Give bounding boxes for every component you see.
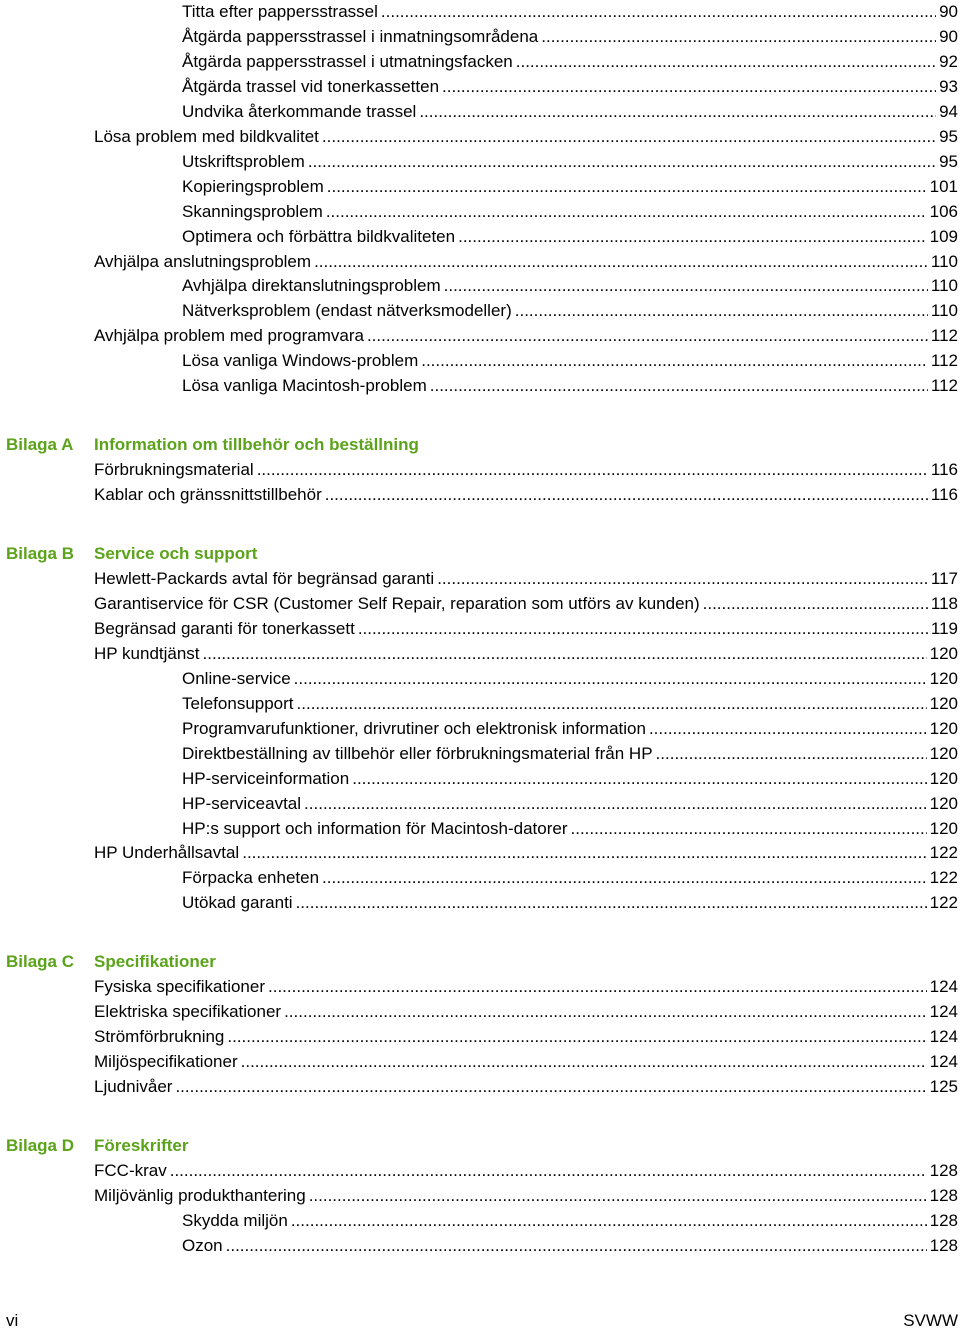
toc-entry-page: 110 [930, 251, 958, 271]
toc-entry-page: 95 [939, 126, 958, 146]
toc-entry-title: Avhjälpa anslutningsproblem [94, 251, 312, 271]
toc-entry[interactable] [94, 1159, 958, 1183]
toc-entry[interactable] [182, 1209, 958, 1233]
toc-entry-page: 90 [939, 2, 958, 21]
toc-entry-title: Hewlett-Packards avtal för begränsad garanti [94, 569, 435, 588]
footer-doc-code: SVWW [903, 1311, 958, 1330]
toc-leader-dots [314, 250, 928, 274]
toc-entry-title: Begränsad garanti för tonerkassett [94, 618, 355, 638]
toc-entry[interactable] [182, 0, 958, 24]
toc-entry-page: 128 [929, 1185, 958, 1205]
toc-entry[interactable] [182, 75, 958, 99]
toc-entry[interactable] [182, 767, 958, 791]
toc-leader-dots [442, 75, 936, 99]
toc-leader-dots [430, 374, 928, 398]
toc-entry-page: 117 [930, 569, 958, 588]
toc-entry-title: Nätverksproblem (endast nätverksmodeller) [182, 301, 512, 321]
toc-entry[interactable] [182, 299, 958, 323]
toc-entry-title: Kopieringsproblem [182, 176, 324, 196]
appendix-label: Bilaga C [6, 952, 75, 972]
toc-leader-dots [703, 592, 928, 616]
toc-leader-dots [419, 100, 936, 124]
toc-entry-title: Miljöspecifikationer [94, 1052, 238, 1072]
appendix-title: Specifikationer [94, 952, 216, 972]
toc-entry-title: Lösa vanliga Macintosh-problem [182, 376, 427, 396]
toc-entry[interactable] [94, 458, 958, 482]
toc-leader-dots [227, 1025, 926, 1049]
toc-entry-page: 124 [929, 1052, 958, 1072]
appendix-heading[interactable] [6, 1134, 950, 1158]
appendix-title: Föreskrifter [94, 1136, 189, 1155]
toc-entry-page: 90 [939, 26, 958, 46]
toc-entry-title: HP:s support och information för Macintosh-datorer [182, 818, 568, 838]
toc-leader-dots [352, 767, 926, 791]
toc-leader-dots [571, 817, 927, 841]
toc-leader-dots [515, 299, 928, 323]
appendix-label: Bilaga A [6, 435, 74, 455]
toc-entry-page: 124 [929, 977, 958, 997]
toc-entry[interactable] [182, 175, 958, 199]
toc-entry-title: Online-service [182, 668, 291, 688]
toc-entry-page: 120 [929, 643, 958, 663]
toc-leader-dots [541, 25, 936, 49]
toc-entry[interactable] [182, 225, 958, 249]
toc-leader-dots [326, 200, 927, 224]
toc-entry[interactable] [182, 692, 958, 716]
toc-leader-dots [649, 717, 927, 741]
toc-leader-dots [291, 1209, 927, 1233]
toc-entry-title: Programvarufunktioner, drivrutiner och elektronisk information [182, 718, 646, 738]
toc-entry-title: Strömförbrukning [94, 1027, 225, 1047]
footer-page-number: vi [6, 1311, 19, 1330]
toc-entry-title: HP Underhållsavtal [94, 843, 240, 863]
toc-entry[interactable] [94, 642, 958, 666]
toc-leader-dots [284, 1000, 927, 1024]
toc-entry[interactable] [94, 250, 958, 274]
toc-entry[interactable] [94, 1184, 958, 1208]
toc-entry-page: 128 [929, 1160, 958, 1180]
toc-leader-dots [241, 1050, 927, 1074]
toc-entry-title: Åtgärda pappersstrassel i utmatningsfacken [182, 51, 513, 71]
toc-leader-dots [327, 175, 927, 199]
toc-leader-dots [516, 50, 936, 74]
toc-leader-dots [325, 483, 928, 507]
toc-entry[interactable] [182, 817, 958, 841]
toc-entry[interactable] [94, 1075, 958, 1099]
toc-entry-page: 101 [929, 176, 958, 196]
toc-entry[interactable] [94, 125, 958, 149]
toc-entry-title: Fysiska specifikationer [94, 977, 266, 997]
toc-entry-page: 112 [930, 326, 958, 346]
toc-entry-page: 118 [930, 593, 958, 613]
toc-entry[interactable] [94, 483, 958, 507]
toc-entry-title: HP-serviceinformation [182, 768, 350, 788]
toc-entry-title: FCC-krav [94, 1160, 167, 1180]
toc-entry-title: Åtgärda trassel vid tonerkassetten [182, 76, 440, 96]
toc-entry[interactable] [182, 25, 958, 49]
toc-entry-page: 110 [930, 276, 958, 296]
toc-leader-dots [437, 567, 928, 591]
toc-entry-page: 112 [930, 376, 958, 396]
toc-entry-page: 120 [929, 718, 958, 738]
toc-entry-page: 120 [929, 793, 958, 813]
appendix-heading[interactable] [6, 950, 950, 974]
toc-entry[interactable] [182, 274, 958, 298]
toc-leader-dots [226, 1234, 927, 1258]
toc-leader-dots [358, 617, 928, 641]
appendix-heading[interactable] [6, 542, 950, 566]
appendix-title: Service och support [94, 544, 258, 564]
toc-entry-page: 106 [929, 201, 958, 221]
toc-entry[interactable] [182, 742, 958, 766]
toc-leader-dots [175, 1075, 926, 1099]
toc-leader-dots [297, 692, 927, 716]
toc-entry[interactable] [182, 50, 958, 74]
toc-entry-title: Utökad garanti [182, 893, 293, 913]
appendix-label: Bilaga B [6, 544, 75, 564]
toc-entry[interactable] [94, 592, 958, 616]
toc-leader-dots [170, 1159, 927, 1183]
toc-entry-page: 125 [929, 1077, 958, 1097]
toc-entry[interactable] [94, 567, 958, 591]
toc-entry-page: 122 [929, 868, 958, 888]
toc-entry[interactable] [182, 200, 958, 224]
toc-leader-dots [444, 274, 928, 298]
toc-leader-dots [322, 125, 936, 149]
toc-leader-dots [296, 891, 927, 915]
toc-entry-title: Elektriska specifikationer [94, 1002, 282, 1022]
toc-entry-page: 124 [929, 1002, 958, 1022]
toc-leader-dots [367, 324, 928, 348]
toc-leader-dots [242, 841, 926, 865]
toc-entry[interactable] [182, 866, 958, 890]
toc-entry[interactable] [182, 150, 958, 174]
toc-entry-title: Optimera och förbättra bildkvaliteten [182, 226, 456, 246]
toc-entry-page: 124 [929, 1027, 958, 1047]
toc-entry-page: 122 [929, 843, 958, 863]
toc-entry-page: 116 [930, 485, 958, 505]
toc-entry-page: 110 [930, 301, 958, 321]
toc-entry[interactable] [94, 1000, 958, 1024]
toc-entry[interactable] [94, 324, 958, 348]
toc-entry[interactable] [94, 1025, 958, 1049]
toc-entry-title: Miljövänlig produkthantering [94, 1185, 306, 1205]
toc-entry[interactable] [182, 349, 958, 373]
toc-leader-dots [458, 225, 927, 249]
appendix-label: Bilaga D [6, 1136, 75, 1155]
toc-entry-title: HP kundtjänst [94, 643, 200, 663]
toc-entry-page: 122 [929, 893, 958, 913]
toc-entry-title: Förbrukningsmaterial [94, 460, 254, 480]
toc-entry-page: 128 [929, 1235, 958, 1255]
toc-entry-page: 94 [939, 101, 958, 121]
toc-entry-title: Direktbeställning av tillbehör eller förbrukningsmaterial från HP [182, 743, 653, 763]
toc-leader-dots [308, 150, 936, 174]
toc-leader-dots [257, 458, 928, 482]
toc-entry-page: 116 [930, 460, 958, 480]
toc-entry-title: Ozon [182, 1235, 223, 1255]
toc-entry-page: 95 [939, 151, 958, 171]
toc-entry-title: HP-serviceavtal [182, 793, 302, 813]
toc-leader-dots [304, 792, 927, 816]
toc-entry-title: Ljudnivåer [94, 1077, 173, 1097]
toc-entry[interactable] [94, 617, 958, 641]
toc-entry-title: Avhjälpa problem med programvara [94, 326, 364, 346]
toc-entry[interactable] [182, 374, 958, 398]
toc-entry-title: Lösa vanliga Windows-problem [182, 351, 419, 371]
toc-entry-page: 92 [939, 51, 958, 71]
toc-entry-title: Avhjälpa direktanslutningsproblem [182, 276, 441, 296]
toc-entry-page: 120 [929, 668, 958, 688]
toc-entry-page: 109 [929, 226, 958, 246]
toc-entry-page: 120 [929, 818, 958, 838]
toc-leader-dots [294, 667, 927, 691]
toc-entry-page: 120 [929, 693, 958, 713]
toc-entry-page: 93 [939, 76, 958, 96]
toc-entry-title: Garantiservice för CSR (Customer Self Repair, reparation som utförs av kunden) [94, 593, 700, 613]
toc-entry-title: Utskriftsproblem [182, 151, 305, 171]
toc-entry-title: Lösa problem med bildkvalitet [94, 126, 319, 146]
toc-entry[interactable] [94, 975, 958, 999]
toc-entry-title: Kablar och gränssnittstillbehör [94, 485, 322, 505]
toc-leader-dots [203, 642, 927, 666]
toc-leader-dots [421, 349, 928, 373]
appendix-title: Information om tillbehör och beställning [94, 435, 419, 455]
toc-entry[interactable] [182, 717, 958, 741]
appendix-heading[interactable] [6, 433, 950, 457]
toc-entry-title: Undvika återkommande trassel [182, 101, 417, 121]
toc-entry[interactable] [182, 891, 958, 915]
toc-entry[interactable] [94, 841, 958, 865]
toc-entry-title: Telefonsupport [182, 693, 294, 713]
toc-entry-page: 128 [929, 1210, 958, 1230]
toc-leader-dots [381, 0, 936, 24]
toc-entry-page: 120 [929, 768, 958, 788]
toc-leader-dots [268, 975, 927, 999]
toc-entry-title: Förpacka enheten [182, 868, 320, 888]
toc-entry[interactable] [182, 667, 958, 691]
toc-entry-title: Titta efter pappersstrassel [182, 2, 378, 21]
toc-entry-title: Skanningsproblem [182, 201, 323, 221]
toc-entry[interactable] [182, 100, 958, 124]
toc-entry-page: 120 [929, 743, 958, 763]
toc-entry[interactable] [94, 1050, 958, 1074]
toc-entry-page: 119 [930, 618, 958, 638]
toc-entry[interactable] [182, 1234, 958, 1258]
toc-leader-dots [309, 1184, 927, 1208]
toc-entry-page: 112 [930, 351, 958, 371]
toc-leader-dots [322, 866, 927, 890]
toc-entry-title: Åtgärda pappersstrassel i inmatningsområdena [182, 26, 539, 46]
toc-entry[interactable] [182, 792, 958, 816]
toc-entry-title: Skydda miljön [182, 1210, 288, 1230]
toc-leader-dots [656, 742, 927, 766]
